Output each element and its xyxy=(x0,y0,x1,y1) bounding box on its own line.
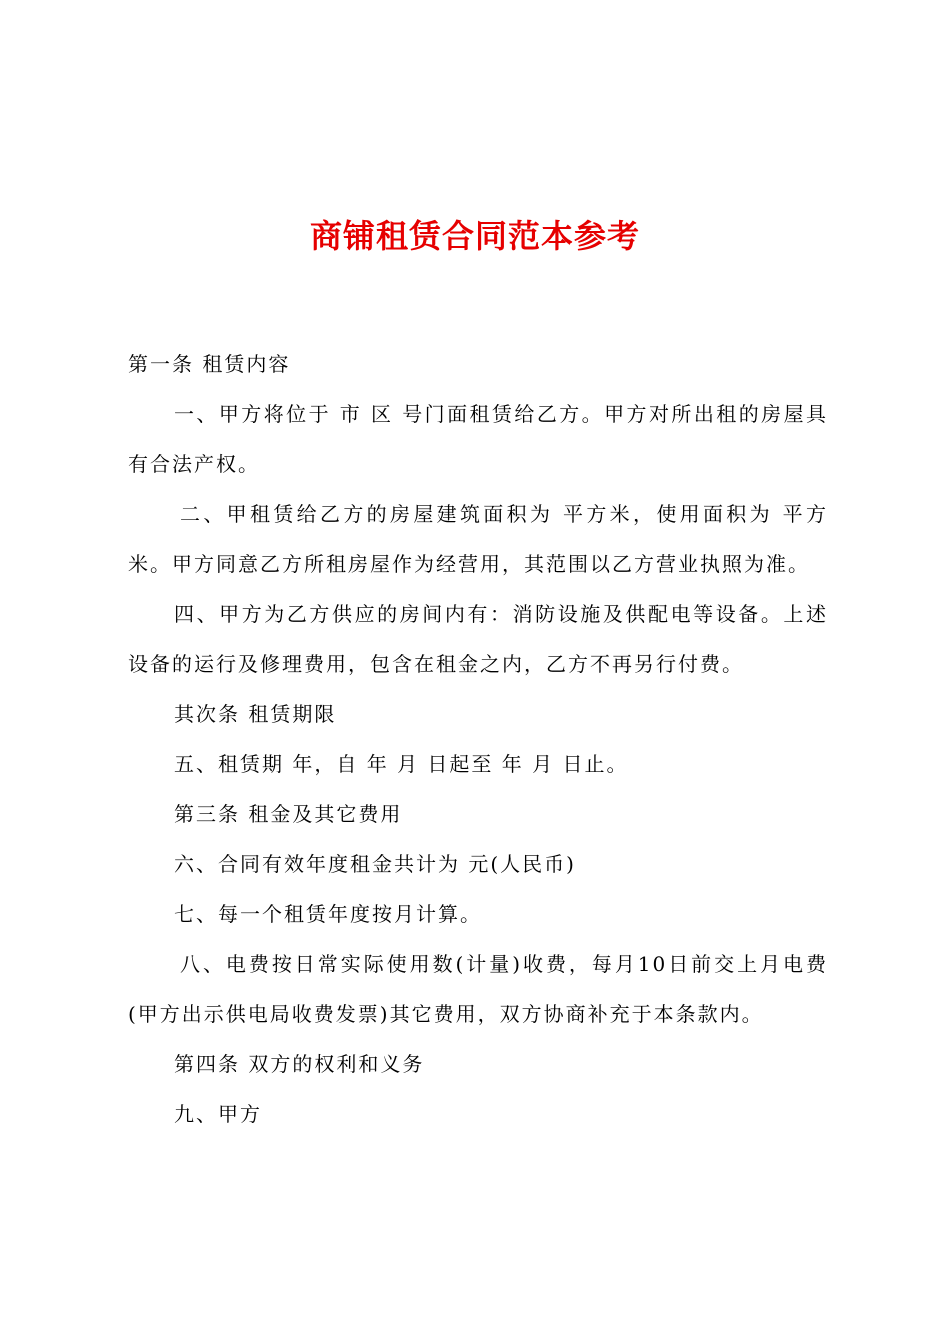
document-title: 商铺租赁合同范本参考 xyxy=(309,217,640,255)
article-3-heading: 第三条 租金及其它费用 xyxy=(174,802,403,826)
clause-8: 八、电费按日常实际使用数(计量)收费，每月10日前交上月电费(甲方出示供电局收费发票)其它费用，双方协商补充于本条款内。 xyxy=(128,952,828,1026)
clause-5: 五、租赁期 年，自 年 月 日起至 年 月 日止。 xyxy=(174,752,629,776)
clause-4: 四、甲方为乙方供应的房间内有：消防设施及供配电等设备。上述设备的运行及修理费用，包含在租金之内，乙方不再另行付费。 xyxy=(128,602,828,676)
clause-9: 九、甲方 xyxy=(174,1102,262,1126)
article-2-heading: 其次条 租赁期限 xyxy=(174,702,337,726)
document-body xyxy=(128,339,828,1139)
clause-1: 一、甲方将位于 市 区 号门面租赁给乙方。甲方对所出租的房屋具有合法产权。 xyxy=(128,402,828,476)
article-4-heading: 第四条 双方的权利和义务 xyxy=(174,1052,425,1076)
clause-2: 二、甲租赁给乙方的房屋建筑面积为 平方米，使用面积为 平方米。甲方同意乙方所租房屋作为经营用，其范围以乙方营业执照为准。 xyxy=(128,502,828,576)
clause-6: 六、合同有效年度租金共计为 元(人民币) xyxy=(174,852,576,876)
article-1-heading: 第一条 租赁内容 xyxy=(128,352,291,376)
clause-7: 七、每一个租赁年度按月计算。 xyxy=(174,902,482,926)
